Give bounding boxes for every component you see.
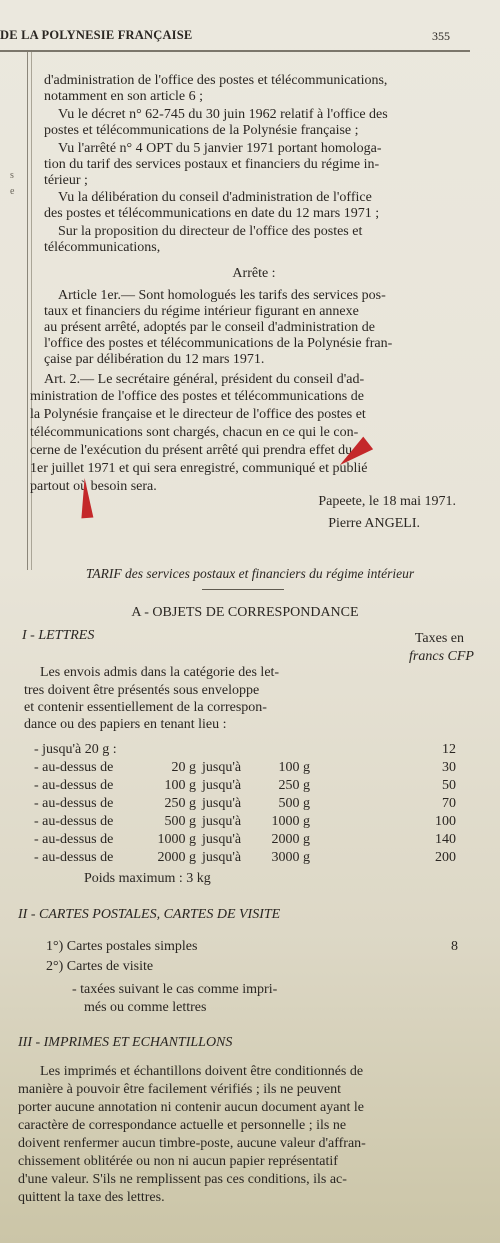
cartes-item2: 2°) Cartes de visite: [46, 959, 154, 974]
rate-to: 250 g: [278, 778, 310, 793]
rate-from: 250 g: [164, 796, 196, 811]
rate-from: 100 g: [164, 778, 196, 793]
rate-row: [34, 759, 464, 777]
cartes-item1: 1°) Cartes postales simples: [46, 939, 198, 954]
rate-label: - au-dessus de: [34, 814, 114, 829]
rate-tax: 70: [442, 796, 456, 811]
cartes-subitem-line: - taxées suivant le cas comme impri-: [72, 982, 278, 997]
article1-line: l'office des postes et télécommunications de la Polynésie fran-: [44, 336, 393, 351]
preamble-line: postes et télécommunications de la Polynésie française ;: [44, 123, 359, 138]
page-number: 355: [432, 29, 450, 43]
rate-tax: 30: [442, 760, 456, 775]
rate-tax: 140: [435, 832, 456, 847]
section-cartes-heading: II - CARTES POSTALES, CARTES DE VISITE: [18, 907, 281, 922]
signature-name: Pierre ANGELI.: [328, 516, 420, 531]
rate-to: 2000 g: [271, 832, 310, 847]
article2-line: partout où besoin sera.: [30, 479, 157, 494]
rate-label: - au-dessus de: [34, 778, 114, 793]
rate-until: jusqu'à: [202, 760, 242, 775]
rate-until: jusqu'à: [202, 814, 242, 829]
imprimes-text-line: caractère de correspondance actuelle et personnelle ; ils ne: [18, 1118, 347, 1133]
rate-row: [34, 795, 464, 813]
margin-mark: e: [10, 186, 15, 197]
preamble-line: notamment en son article 6 ;: [44, 89, 204, 104]
rate-label: - au-dessus de: [34, 796, 114, 811]
imprimes-text-line: manière à pouvoir être facilement vérifiés ; ils ne peuvent: [18, 1082, 342, 1097]
preamble-line: térieur ;: [44, 173, 88, 188]
imprimes-text-line: d'une valeur. S'ils ne remplissent pas ces conditions, ils ac-: [18, 1172, 347, 1187]
article2-line: 1er juillet 1971 et qui sera enregistré, communiqué et publié: [30, 461, 368, 476]
section-lettres-heading: I - LETTRES: [22, 628, 95, 643]
cartes-item1-tax: 8: [451, 939, 458, 954]
article2-line: télécommunications sont chargés, chacun en ce qui le con-: [30, 425, 359, 440]
rate-tax: 100: [435, 814, 456, 829]
page-header: [0, 28, 500, 50]
running-head: DE LA POLYNESIE FRANÇAISE: [0, 28, 193, 42]
rate-from: 1000 g: [157, 832, 196, 847]
rate-tax: 50: [442, 778, 456, 793]
rate-row: [34, 813, 464, 831]
rate-row: [34, 831, 464, 849]
article1-line: taux et financiers du régime intérieur figurant en annexe: [44, 304, 359, 319]
rate-to: 1000 g: [271, 814, 310, 829]
rate-to: 500 g: [278, 796, 310, 811]
article1-line: au présent arrêté, adoptés par le conseil d'administration de: [44, 320, 376, 335]
rate-from: 2000 g: [157, 850, 196, 865]
preamble-line: tion du tarif des services postaux et financiers du régime in-: [44, 157, 380, 172]
rate-tax: 200: [435, 850, 456, 865]
column-rule: [27, 52, 28, 570]
arrete-heading: Arrête :: [232, 266, 276, 281]
rate-tax: 12: [442, 742, 456, 757]
article2-line: Art. 2.— Le secrétaire général, président du conseil d'ad-: [44, 372, 365, 387]
rate-until: jusqu'à: [202, 850, 242, 865]
article2-line: la Polynésie française et le directeur de l'office des postes et: [30, 407, 366, 422]
rate-row: [34, 777, 464, 795]
rate-label: - au-dessus de: [34, 832, 114, 847]
rate-row: [34, 741, 464, 759]
imprimes-text-line: doivent renfermer aucun timbre-poste, aucune valeur d'affran-: [18, 1136, 366, 1151]
preamble-line: télécommunications,: [44, 240, 161, 255]
lettres-text-line: tres doivent être présentés sous enveloppe: [24, 683, 260, 698]
section-a-heading: A - OBJETS DE CORRESPONDANCE: [131, 605, 359, 620]
preamble-line: Vu la délibération du conseil d'administration de l'office: [58, 190, 372, 205]
rate-until: jusqu'à: [202, 778, 242, 793]
poids-maximum: Poids maximum : 3 kg: [84, 871, 211, 886]
header-rule: [0, 50, 470, 52]
tarif-title: TARIF des services postaux et financiers du régime intérieur: [85, 566, 415, 581]
imprimes-text-line: quittent la taxe des lettres.: [18, 1190, 165, 1205]
imprimes-text-line: chissement oblitérée ou non ni aucun papier représentatif: [18, 1154, 338, 1169]
cartes-subitem-line: més ou comme lettres: [84, 1000, 207, 1015]
preamble-line: d'administration de l'office des postes et télécommunications,: [44, 73, 388, 88]
rate-label: - jusqu'à 20 g :: [34, 742, 117, 757]
taxes-header-line2: francs CFP: [409, 649, 474, 664]
lettres-text-line: Les envois admis dans la catégorie des let-: [40, 665, 280, 680]
lettres-text-line: et contenir essentiellement de la correspon-: [24, 700, 267, 715]
rate-to: 100 g: [278, 760, 310, 775]
lettres-text-line: dance ou des papiers en tenant lieu :: [24, 717, 227, 732]
preamble-line: Vu l'arrêté n° 4 OPT du 5 janvier 1971 portant homologa-: [58, 141, 382, 156]
rate-from: 500 g: [164, 814, 196, 829]
preamble-line: Sur la proposition du directeur de l'office des postes et: [58, 224, 363, 239]
title-rule: [202, 589, 284, 590]
rate-to: 3000 g: [271, 850, 310, 865]
imprimes-text-line: Les imprimés et échantillons doivent être conditionnés de: [40, 1064, 364, 1079]
rate-until: jusqu'à: [202, 796, 242, 811]
article2-line: cerne de l'exécution du présent arrêté qui prendra effet du: [30, 443, 353, 458]
article1-line: Article 1er.— Sont homologués les tarifs des services pos-: [58, 288, 386, 303]
margin-mark: s: [10, 170, 14, 181]
rate-from: 20 g: [171, 760, 196, 775]
rate-until: jusqu'à: [202, 832, 242, 847]
article1-line: çaise par délibération du 12 mars 1971.: [44, 352, 265, 367]
rate-label: - au-dessus de: [34, 850, 114, 865]
section-imprimes-heading: III - IMPRIMES ET ECHANTILLONS: [18, 1035, 233, 1050]
article2-line: ministration de l'office des postes et télécommunications de: [30, 389, 364, 404]
rate-label: - au-dessus de: [34, 760, 114, 775]
imprimes-text-line: porter aucune annotation ni contenir aucun document ayant le: [18, 1100, 364, 1115]
preamble-line: des postes et télécommunications en date du 12 mars 1971 ;: [44, 206, 380, 221]
rate-row: [34, 849, 464, 867]
signature-place-date: Papeete, le 18 mai 1971.: [318, 494, 456, 509]
preamble-line: Vu le décret n° 62-745 du 30 juin 1962 relatif à l'office des: [58, 107, 388, 122]
taxes-header-line1: Taxes en: [414, 631, 464, 646]
